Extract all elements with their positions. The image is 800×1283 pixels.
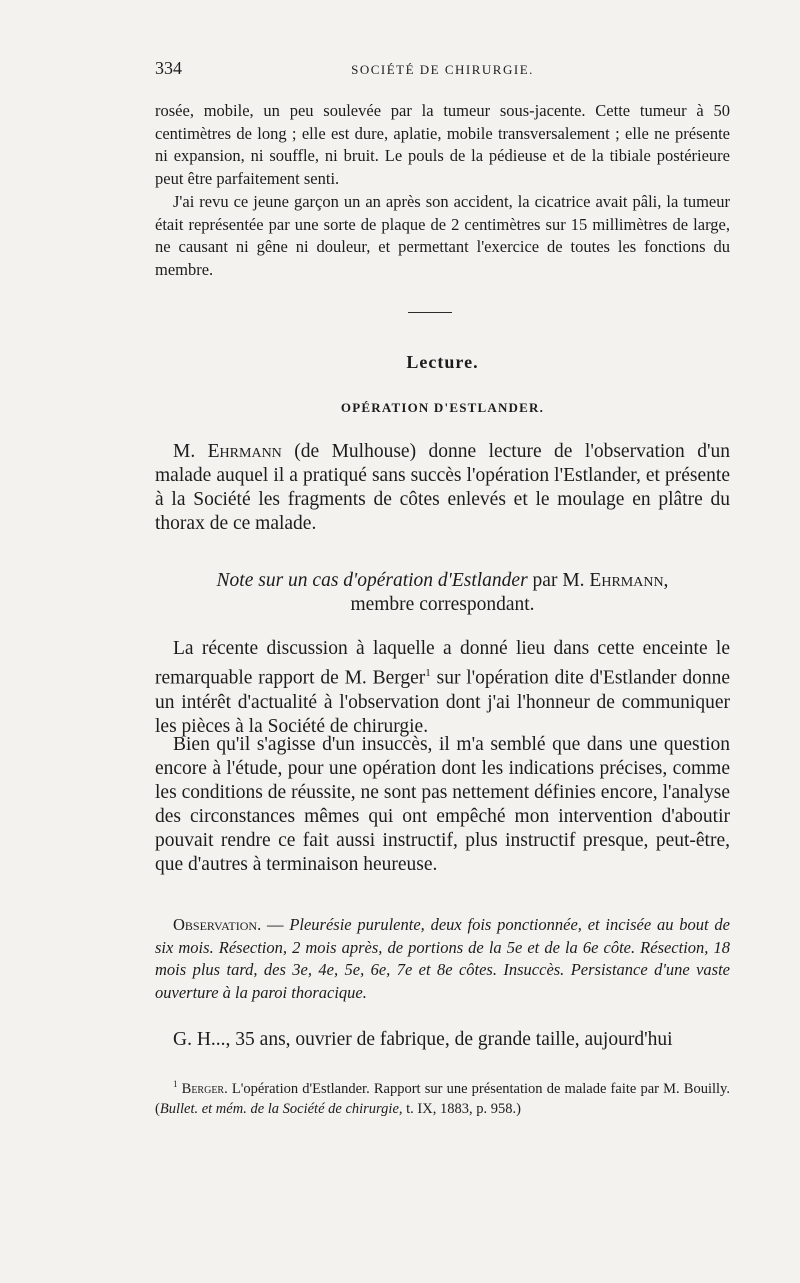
footnote-marker: 1 bbox=[173, 1079, 178, 1089]
note-title-line-2: membre correspondant. bbox=[350, 594, 535, 615]
footnote bbox=[155, 1074, 730, 1119]
footnote-source: Bullet. et mém. de la Société de chirurgie, bbox=[159, 1100, 403, 1117]
footnote-text-a: L'opération d'Estlander. Rapport sur une présentation de malade faite par M. Bouilly. ( bbox=[155, 1080, 730, 1117]
body-p1-text-a: La récente discussion à laquelle a donné lieu dans cette enceinte le remarquable rapport de M. Berger bbox=[155, 638, 730, 689]
section-divider bbox=[408, 312, 452, 313]
author-name: M. Ehrmann bbox=[173, 441, 282, 462]
page-number: 334 bbox=[155, 58, 182, 78]
observation-dash: — bbox=[261, 915, 290, 934]
followup-paragraph: J'ai revu ce jeune garçon un an après son accident, la cicatrice avait pâli, la tumeur était représentée par une sorte de plaque de 2 centimètres sur 15 millimètres de large, ne causant ni gêne ni douleur, et permettant l'exercice de toutes les fonctions du membre. bbox=[155, 192, 730, 279]
footnote-author: Berger. bbox=[181, 1080, 228, 1097]
note-title-par: par M. bbox=[527, 570, 590, 591]
footnote-reference: 1 bbox=[425, 667, 431, 679]
note-title bbox=[155, 569, 730, 617]
section-heading: OPÉRATION D'ESTLANDER. bbox=[340, 400, 545, 415]
body-paragraph-2: Bien qu'il s'agisse d'un insuccès, il m'a semblé que dans une question encore à l'étude, pour une opération dont les indications précises, comme les conditions de réussite, ne sont pas nettement définies encore, l'analyse des circonstances mêmes qui ont empêché mon intervention d'aboutir pouvait rendre ce fait aussi instructif, plus instructif presque, peut-être, que d'autres à terminaison heureuse. bbox=[155, 734, 730, 875]
case-paragraph: G. H..., 35 ans, ouvrier de fabrique, de grande taille, aujourd'hui bbox=[173, 1029, 673, 1050]
observation-block bbox=[155, 914, 730, 1004]
note-title-italic: Note sur un cas d'opération d'Estlander bbox=[216, 570, 528, 591]
body-p1-text-b: sur l'opération dite d'Estlander donne un intérêt d'actualité à l'observation dont j'ai l'honneur de communiquer les pièces à la Société de chirurgie. bbox=[155, 667, 731, 737]
body-paragraph-1 bbox=[155, 637, 730, 739]
running-head: SOCIÉTÉ DE CHIRURGIE. bbox=[351, 62, 534, 77]
observation-text: Pleurésie purulente, deux fois ponctionnée, et incisée au bout de six mois. Résection, 2 mois après, de portions de la 5e et de la 6e côte. Résection, 18 mois plus tard, des 3e, 4e, 5e, 6e, 7e et 8e côtes. Insuccès. Persistance d'une vaste ouverture à la paroi thoracique. bbox=[155, 915, 730, 1002]
lecture-heading: Lecture. bbox=[406, 352, 479, 372]
lecture-intro bbox=[155, 440, 730, 536]
page-header bbox=[155, 58, 730, 80]
observation-label: Observation. bbox=[173, 915, 262, 934]
continuation-paragraph: rosée, mobile, un peu soulevée par la tumeur sous-jacente. Cette tumeur à 50 centimètres de long ; elle est dure, aplatie, mobile transversalement ; elle ne présente ni expansion, ni souffle, ni bruit. Le pouls de la pédieuse et de la tibiale postérieure peut être parfaitement senti. bbox=[155, 101, 730, 188]
lecture-intro-text: (de Mulhouse) donne lecture de l'observation d'un malade auquel il a pratiqué sans succès l'opération l'Estlander, et présente à la Société les fragments de côtes enlevés et le moulage en plâtre du thorax de ce malade. bbox=[155, 441, 731, 534]
note-author: Ehrmann, bbox=[589, 570, 669, 591]
footnote-text-b: t. IX, 1883, p. 958.) bbox=[402, 1100, 521, 1117]
note-title-line-1 bbox=[155, 569, 730, 593]
